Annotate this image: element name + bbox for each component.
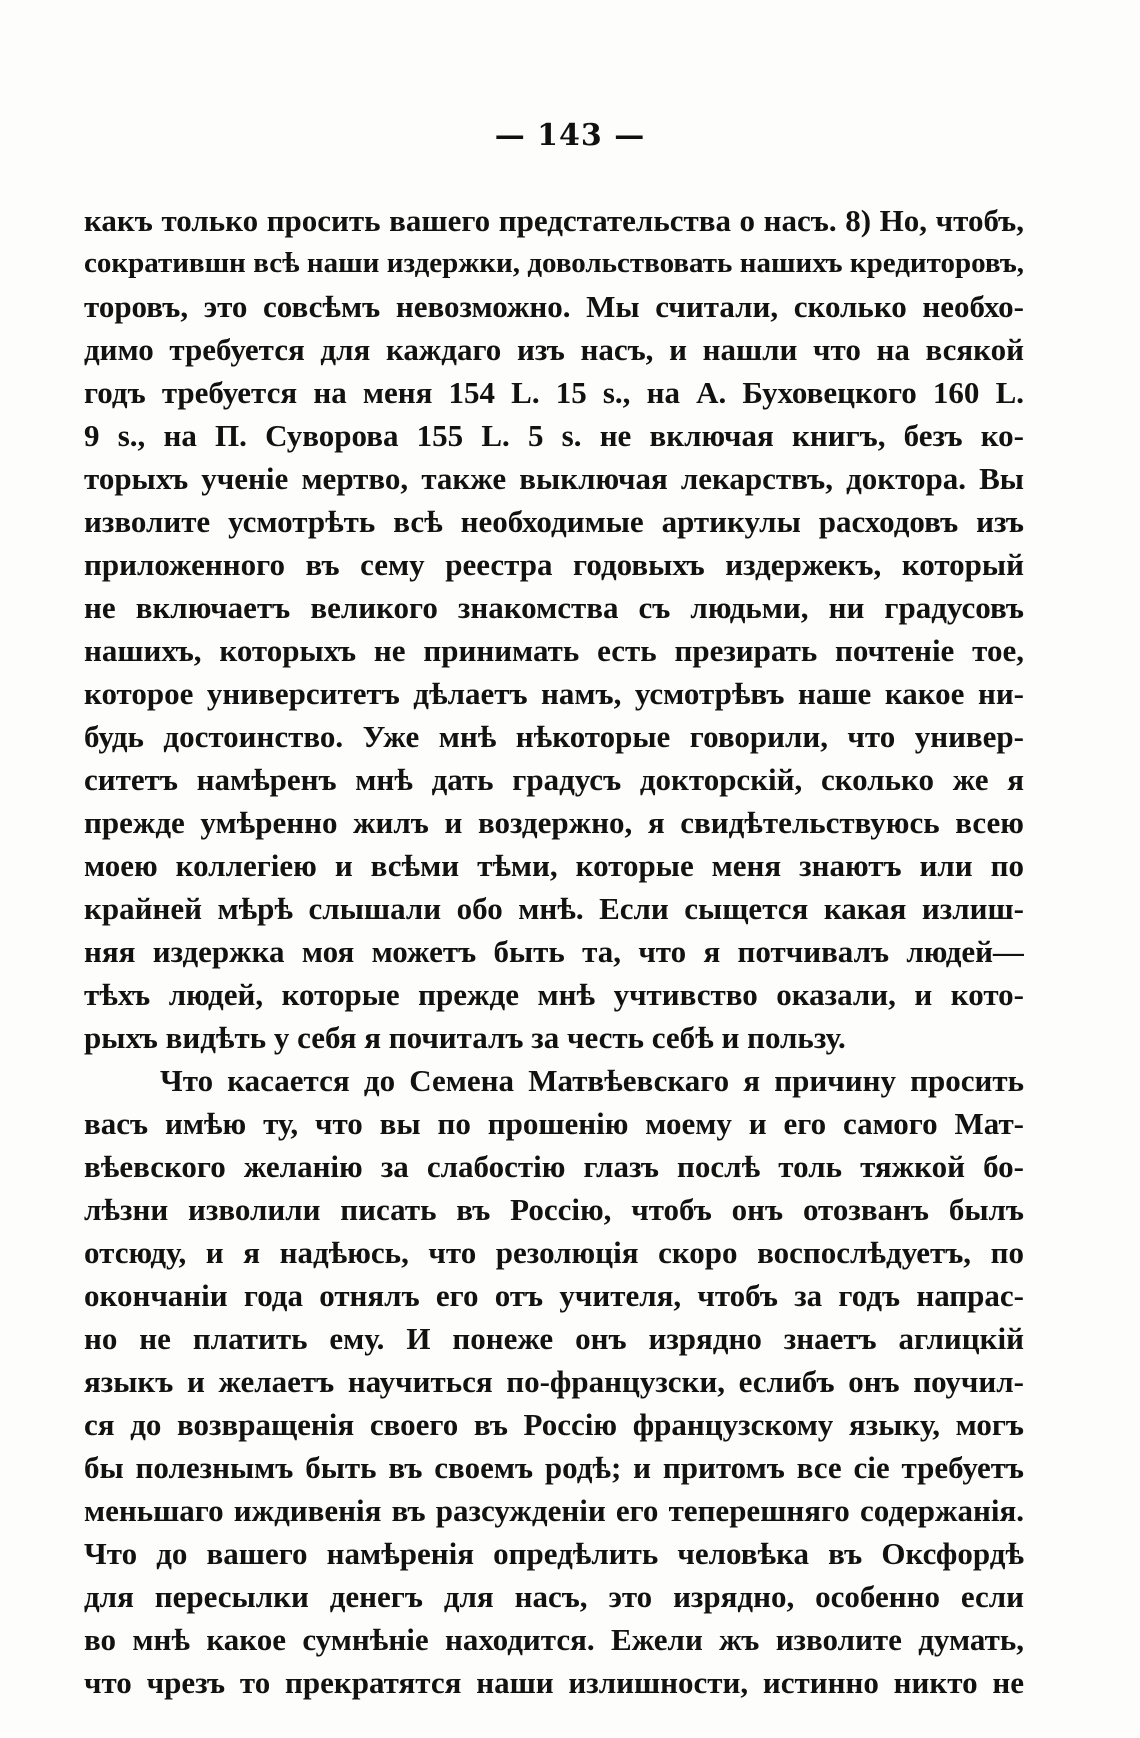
paragraph (84, 1059, 1024, 1704)
text-line: которое университетъ дѣлаетъ намъ, усмотрѣвъ наше какое ни- (84, 676, 1024, 711)
text-line: димо требуется для каждаго изъ насъ, и нашли что на всякой (84, 332, 1024, 367)
text-line: няя издержка моя можетъ быть та, что я потчивалъ людей— (84, 934, 1024, 969)
text-line: будь достоинство. Уже мнѣ нѣкоторые говорили, что универ- (84, 719, 1024, 754)
text-line: нашихъ, которыхъ не принимать есть презирать почтеніе тое, (84, 633, 1024, 668)
text-line: вѣевского желанію за слабостію глазъ послѣ толь тяжкой бо- (84, 1149, 1024, 1184)
text-line: Что касается до Семена Матвѣевскаго я причину просить (160, 1063, 1024, 1098)
text-line: прежде умѣренно жилъ и воздержно, я свидѣтельствуюсь всею (84, 805, 1024, 840)
text-line: но не платить ему. И понеже онъ изрядно знаетъ аглицкій (84, 1321, 1024, 1356)
text-line: торовъ, это совсѣмъ невозможно. Мы считали, сколько необхо- (84, 289, 1024, 324)
text-line: крайней мѣрѣ слышали обо мнѣ. Если сыщется какая излиш- (84, 891, 1024, 926)
text-line: изволите усмотрѣть всѣ необходимые артикулы расходовъ изъ (84, 504, 1024, 539)
text-line: рыхъ видѣть у себя я почиталъ за честь себѣ и пользу. (84, 1020, 846, 1055)
text-line: во мнѣ какое сумнѣніе находится. Ежели жъ изволите думать, (84, 1622, 1024, 1657)
text-line: торыхъ ученіе мертво, также выключая лекарствъ, доктора. Вы (84, 461, 1024, 496)
text-line: не включаетъ великого знакомства съ людьми, ни градусовъ (84, 590, 1024, 625)
body-text (84, 199, 1024, 1704)
text-line: тѣхъ людей, которые прежде мнѣ учтивство оказали, и кото- (84, 977, 1024, 1012)
text-line: языкъ и желаетъ научиться по-французски, еслибъ онъ поучил- (84, 1364, 1024, 1399)
text-line: Что до вашего намѣренія опредѣлить человѣка въ Оксфордѣ (84, 1536, 1024, 1571)
text-line: лѣзни изволили писать въ Россію, чтобъ онъ отозванъ былъ (84, 1192, 1024, 1227)
text-line: годъ требуется на меня 154 L. 15 s., на А. Буховецкого 160 L. (84, 375, 1024, 410)
text-line: что чрезъ то прекратятся наши излишности, истинно никто не (84, 1665, 1024, 1700)
text-line: отсюду, и я надѣюсь, что резолюція скоро воспослѣдуетъ, по (84, 1235, 1024, 1270)
text-line: 9 s., на П. Суворова 155 L. 5 s. не включая книгъ, безъ ко- (84, 418, 1024, 453)
text-line: васъ имѣю ту, что вы по прошенію моему и его самого Мат- (84, 1106, 1024, 1141)
text-line: для пересылки денегъ для насъ, это изрядно, особенно если (84, 1579, 1024, 1614)
paragraph (84, 199, 1024, 1059)
text-line: какъ только просить вашего предстательства о насъ. 8) Но, чтобъ, (84, 203, 1024, 238)
text-line: приложенного въ сему реестра годовыхъ издержекъ, который (84, 547, 1024, 582)
page-number: — 143 — (494, 118, 646, 153)
text-line: моею коллегіею и всѣми тѣми, которые меня знаютъ или по (84, 848, 1024, 883)
text-line: меньшаго иждивенія въ разсужденіи его теперешняго содержанія. (84, 1493, 1024, 1528)
text-line: сократившн всѣ наши издержки, довольствовать нашихъ кредиторовъ, (84, 247, 1024, 279)
text-line: окончаніи года отнялъ его отъ учителя, чтобъ за годъ напрас- (84, 1278, 1024, 1313)
text-line: ся до возвращенія своего въ Россію французскому языку, могъ (84, 1407, 1024, 1442)
text-line: ситетъ намѣренъ мнѣ дать градусъ докторскій, сколько же я (84, 762, 1024, 797)
text-line: бы полезнымъ быть въ своемъ родѣ; и притомъ все сіе требуетъ (84, 1450, 1024, 1485)
